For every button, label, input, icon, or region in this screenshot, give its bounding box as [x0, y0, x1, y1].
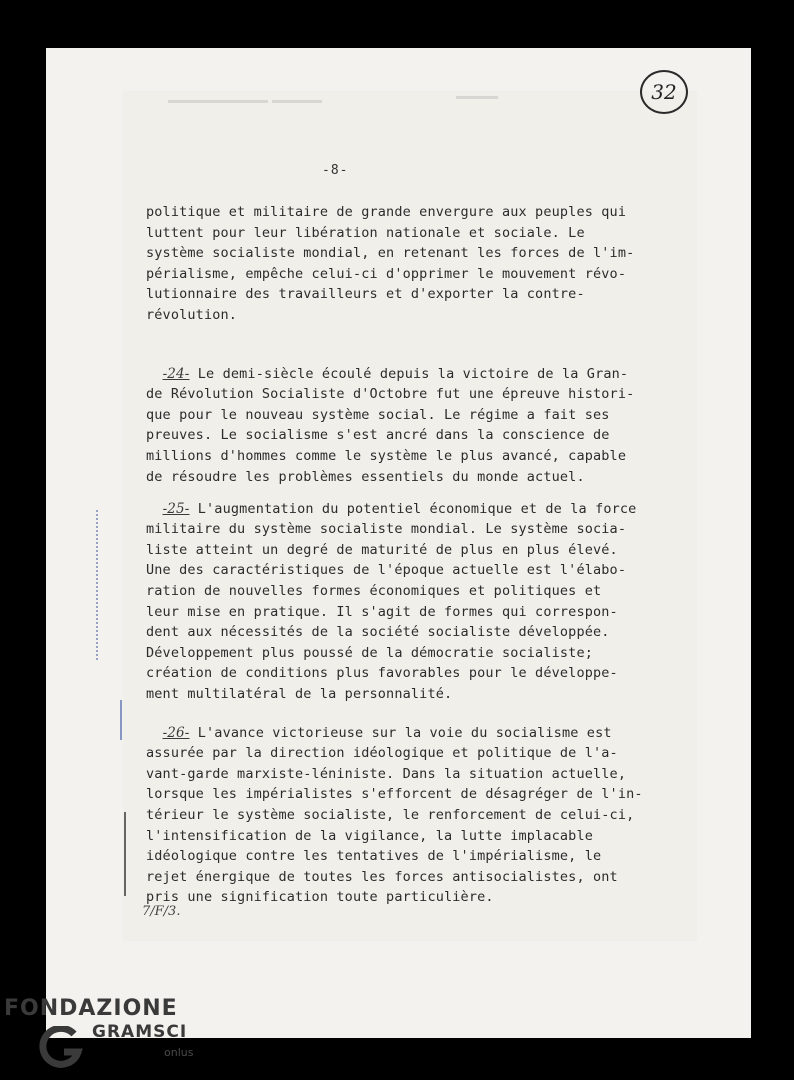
text-line: ment multilatéral de la personnalité. [146, 685, 453, 702]
text-line: système socialiste mondial, en retenant les forces de l'im- [146, 245, 635, 262]
text-line: vant-garde marxiste-léniniste. Dans la situation actuelle, [146, 765, 627, 782]
text-line: preuves. Le socialisme s'est ancré dans la conscience de [146, 427, 610, 444]
paragraph-26 [146, 702, 643, 929]
clip-mark-right [456, 96, 498, 99]
text-line: L'avance victorieuse sur la voie du socialisme est [189, 724, 612, 741]
watermark-line2: GRAMSCI [92, 1022, 188, 1042]
margin-mark-26 [120, 700, 122, 740]
paragraph-lines [146, 724, 643, 908]
text-line: création de conditions plus favorables pour le développe- [146, 665, 618, 682]
text-line: L'augmentation du potentiel économique et de la force [189, 500, 637, 517]
paragraph-intro [146, 202, 635, 326]
text-line: de Révolution Socialiste d'Octobre fut une épreuve histori- [146, 386, 635, 403]
paragraph-25 [146, 478, 637, 725]
text-line: assurée par la direction idéologique et politique de l'a- [146, 745, 618, 762]
text-line: Une des caractéristiques de l'époque actuelle est l'élabo- [146, 562, 627, 579]
reference-code: 7/F/3. [142, 904, 181, 919]
text-line: ration de nouvelles formes économiques et politiques et [146, 582, 602, 599]
archive-stamp-number: 32 [640, 70, 688, 114]
text-line: lorsque les impérialistes s'efforcent de désagréger de l'in- [146, 786, 643, 803]
text-line: luttent pour leur libération nationale et sociale. Le [146, 224, 585, 241]
clip-mark-center [272, 100, 322, 103]
text-line: millions d'hommes comme le système le plus avancé, capable [146, 447, 627, 464]
text-line: Le demi-siècle écoulé depuis la victoire de la Gran- [189, 365, 629, 382]
text-line: lutionnaire des travailleurs et d'exporter la contre- [146, 286, 585, 303]
text-line: leur mise en pratique. Il s'agit de formes qui correspon- [146, 603, 618, 620]
text-line: militaire du système socialiste mondial. Le système socia- [146, 521, 627, 538]
paragraph-lines [146, 365, 635, 488]
clip-mark-left [168, 100, 268, 103]
text-line: de résoudre les problèmes essentiels du monde actuel. [146, 468, 585, 485]
paragraph-label: -24- [162, 365, 190, 382]
watermark-line3: onlus [164, 1046, 194, 1059]
paragraph-lines [146, 501, 636, 705]
margin-mark-25 [96, 510, 98, 660]
text-line: dent aux nécessités de la société socialiste développée. [146, 624, 610, 641]
text-line: térieur le système socialiste, le renforcement de celui-ci, [146, 806, 635, 823]
text-line: rejet énergique de toutes les forces antisocialistes, ont [146, 868, 618, 885]
paragraph-label: -26- [162, 724, 190, 741]
text-line: révolution. [146, 306, 238, 323]
text-line: Développement plus poussé de la démocratie socialiste; [146, 644, 593, 661]
text-line: que pour le nouveau système social. Le régime a fait ses [146, 406, 610, 423]
paragraph-label: -25- [162, 500, 190, 517]
text-line: périalisme, empêche celui-ci d'opprimer le mouvement révo- [146, 265, 627, 282]
text-line: liste atteint un degré de maturité de plus en plus élevé. [146, 541, 618, 558]
fondazione-logo-icon [34, 1026, 90, 1068]
text-line: idéologique contre les tentatives de l'impérialisme, le [146, 848, 602, 865]
watermark [4, 996, 224, 1066]
text-line: politique et militaire de grande envergure aux peuples qui [146, 204, 627, 220]
watermark-line1: FONDAZIONE [4, 996, 178, 1021]
margin-bracket-26 [124, 812, 126, 896]
page-number: -8- [322, 163, 349, 178]
text-line: pris une signification toute particulière. [146, 889, 494, 906]
text-line: l'intensification de la vigilance, la lutte implacable [146, 827, 593, 844]
